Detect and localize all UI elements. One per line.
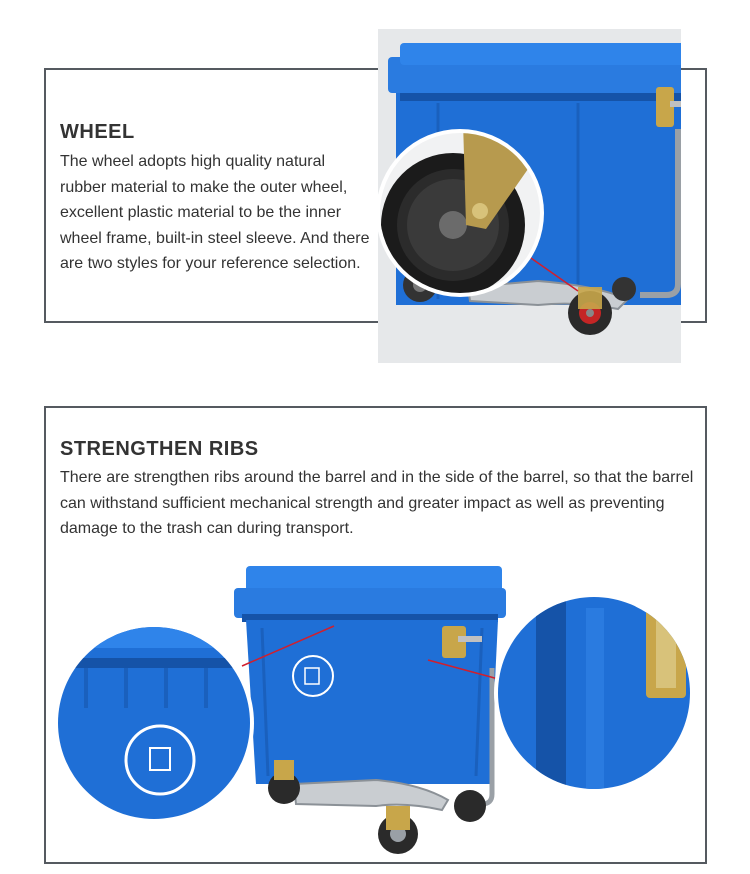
ribs-photo bbox=[46, 548, 704, 862]
wheel-section-description: The wheel adopts high quality natural rubber material to make the outer wheel, excellent plastic material to be the inner wheel frame, built-in steel sleeve. And there are two styles for your reference selection. bbox=[60, 153, 370, 272]
ribs-section-description: There are strengthen ribs around the barrel and in the side of the barrel, so that the barrel can withstand sufficient mechanical strength and greater impact as well as preventing damage to the trash can during transport. bbox=[60, 469, 694, 537]
wheel-section-title: WHEEL bbox=[60, 121, 135, 143]
ribs-section-title: STRENGTHEN RIBS bbox=[60, 438, 259, 460]
wheel-bin-illustration bbox=[378, 29, 681, 363]
wheel-photo bbox=[378, 29, 681, 363]
ribs-bin-illustration bbox=[46, 548, 704, 862]
